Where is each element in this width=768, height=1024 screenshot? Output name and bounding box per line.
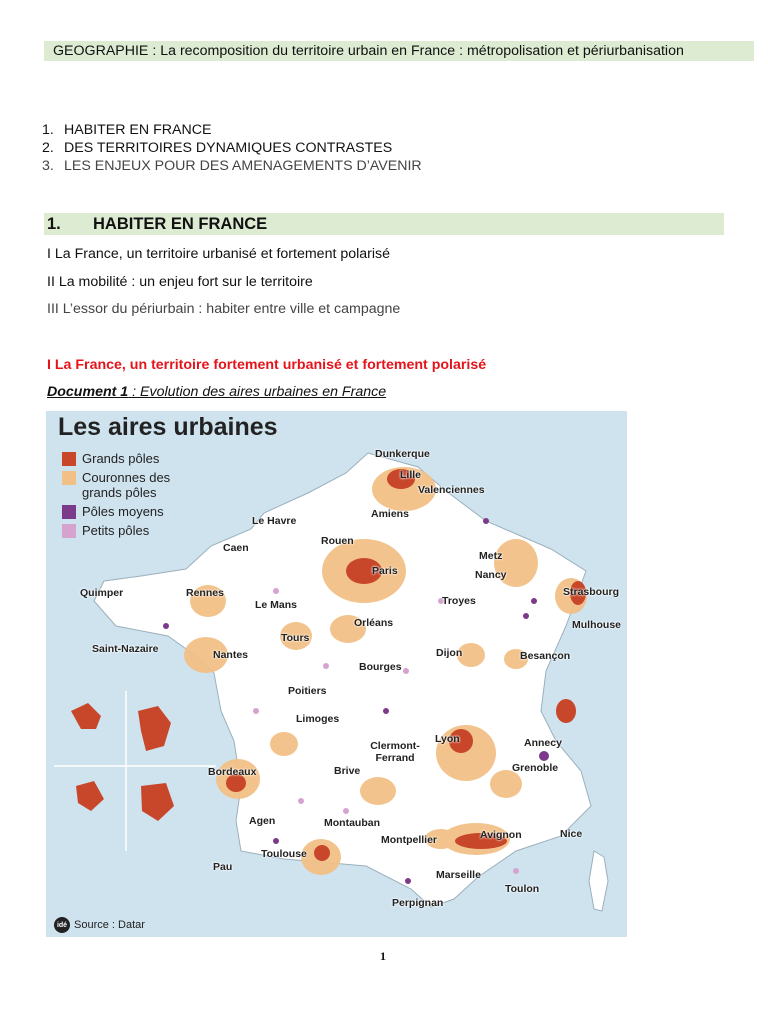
city-label: Caen (223, 542, 249, 554)
city-label: Poitiers (288, 685, 327, 697)
subsection-line: III L’essor du périurbain : habiter entre ville et campagne (47, 301, 401, 317)
legend-swatch (62, 524, 76, 538)
document-caption: Document 1 : Evolution des aires urbaines en France (47, 384, 387, 400)
table-of-contents (42, 121, 422, 175)
map-title: Les aires urbaines (58, 413, 278, 441)
legend-item: Pôles moyens (62, 504, 212, 519)
city-label: Valenciennes (418, 484, 485, 496)
page-number: 1 (380, 949, 386, 963)
city-label: Perpignan (392, 897, 444, 909)
city-label: Agen (249, 815, 276, 827)
part-heading: I La France, un territoire fortement urbanisé et fortement polarisé (47, 357, 487, 373)
city-label: Bordeaux (208, 766, 257, 778)
urban-areas-map (46, 411, 627, 937)
city-label: Metz (479, 550, 503, 562)
city-label: Le Mans (255, 599, 298, 611)
city-label: Quimper (80, 587, 124, 599)
toc-item: 3. LES ENJEUX POUR DES AMENAGEMENTS D’AVENIR (42, 158, 422, 174)
city-label: Brive (334, 765, 361, 777)
city-label: Mulhouse (572, 619, 621, 631)
city-label: Orléans (354, 617, 394, 629)
city-label: Montpellier (381, 834, 438, 846)
document-title: GEOGRAPHIE : La recomposition du territoire urbain en France : métropolisation et périurbanisation (53, 43, 684, 59)
city-label: Limoges (296, 713, 340, 725)
city-label: Pau (213, 861, 233, 873)
city-label: Toulouse (261, 848, 307, 860)
city-label: Dunkerque (375, 448, 430, 460)
city-label: Nantes (213, 649, 249, 661)
city-label: Avignon (480, 829, 522, 841)
city-label: Toulon (505, 883, 540, 895)
toc-item: 1. HABITER EN FRANCE (42, 122, 212, 138)
city-label: Marseille (436, 869, 481, 881)
legend-swatch (62, 505, 76, 519)
city-label: Lille (400, 469, 422, 481)
legend-swatch (62, 471, 76, 485)
map-source: idé Source : Datar (54, 917, 145, 933)
city-label: Nice (560, 828, 583, 840)
city-label: Bourges (359, 661, 402, 673)
legend-item: Couronnes des grands pôles (62, 470, 212, 500)
legend-item: Grands pôles (62, 451, 212, 466)
city-label: Lyon (435, 733, 460, 745)
legend-swatch (62, 452, 76, 466)
legend-item: Petits pôles (62, 523, 212, 538)
city-label: Nancy (475, 569, 507, 581)
city-label: Clermont-Ferrand (370, 740, 420, 764)
city-label: Paris (372, 565, 398, 577)
city-label: Amiens (371, 508, 409, 520)
document-title-bar (44, 41, 754, 61)
city-label: Tours (281, 632, 310, 644)
map-legend (62, 451, 212, 542)
city-label: Rennes (186, 587, 224, 599)
city-label: Grenoble (512, 762, 559, 774)
city-label: Strasbourg (563, 586, 620, 598)
city-label: Saint-Nazaire (92, 643, 159, 655)
city-label: Troyes (442, 595, 476, 607)
city-label: Annecy (524, 737, 562, 749)
toc-item: 2. DES TERRITOIRES DYNAMIQUES CONTRASTES (42, 140, 393, 156)
city-label: Montauban (324, 817, 380, 829)
city-label: Dijon (436, 647, 463, 659)
city-label: Le Havre (252, 515, 297, 527)
section-heading: 1. HABITER EN FRANCE (44, 213, 724, 235)
subsection-line: II La mobilité : un enjeu fort sur le territoire (47, 274, 313, 290)
subsection-line: I La France, un territoire urbanisé et fortement polarisé (47, 246, 391, 262)
city-label: Rouen (321, 535, 354, 547)
city-label: Besançon (520, 650, 571, 662)
publisher-logo-icon: idé (54, 917, 70, 933)
